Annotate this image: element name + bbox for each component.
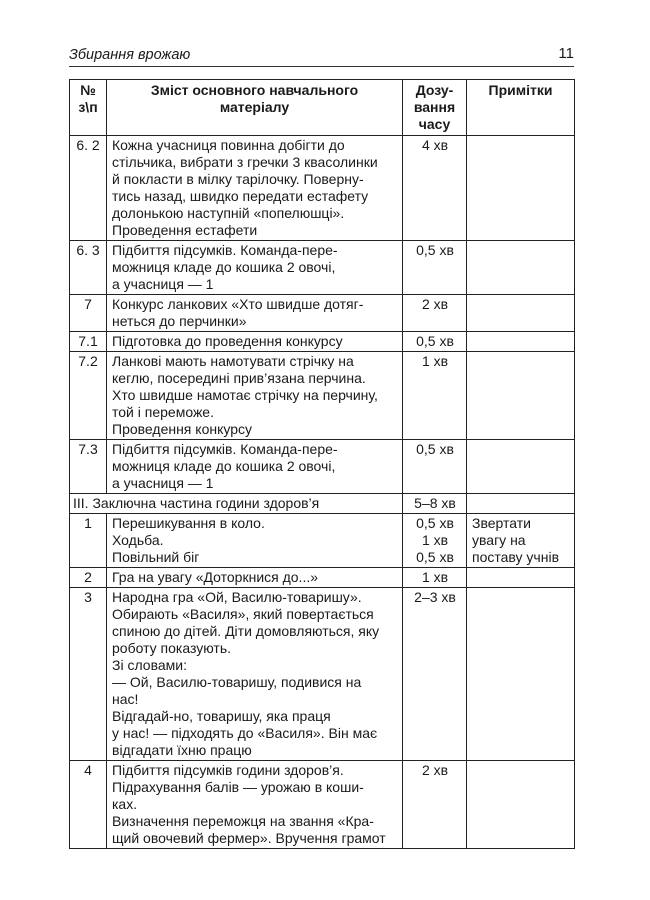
row-content: Гра на увагу «Доторкнися до...» — [107, 568, 403, 588]
row-time: 2 хв — [403, 295, 467, 332]
row-number: 7 — [70, 295, 107, 332]
section-time: 5–8 хв — [403, 494, 467, 514]
section-row — [70, 494, 575, 514]
row-notes — [467, 568, 575, 588]
row-content: Народна гра «Ой, Василю-товаришу». Обирають «Василя», який повертається спиною до дітей. Діти домовляються, яку роботу показують. Зі словами: — Ой, Василю-товаришу, подивися на нас! Відгадай-но, товаришу, яка праця у нас! — підходять до «Василя». Він має відгадати їхню працю — [107, 588, 403, 761]
row-content: Перешикування в коло. Ходьба. Повільний біг — [107, 514, 403, 568]
row-notes — [467, 761, 575, 849]
row-number: 4 — [70, 761, 107, 849]
row-notes — [467, 588, 575, 761]
row-content: Підбиття підсумків. Команда-пере- можниця кладе до кошика 2 овочі, а учасниця — 1 — [107, 440, 403, 494]
row-notes — [467, 332, 575, 352]
row-number: 2 — [70, 568, 107, 588]
row-time: 0,5 хв — [403, 440, 467, 494]
running-title: Збирання врожаю — [69, 47, 191, 63]
table-row — [70, 332, 575, 352]
row-time: 2–3 хв — [403, 588, 467, 761]
row-time: 0,5 хв — [403, 332, 467, 352]
row-number: 7.1 — [70, 332, 107, 352]
table-row — [70, 588, 575, 761]
table-row — [70, 136, 575, 241]
row-notes — [467, 241, 575, 295]
row-number: 1 — [70, 514, 107, 568]
lesson-plan-table — [69, 79, 575, 849]
row-number: 3 — [70, 588, 107, 761]
row-time: 1 хв — [403, 568, 467, 588]
row-time: 0,5 хв 1 хв 0,5 хв — [403, 514, 467, 568]
table-row — [70, 352, 575, 440]
row-notes — [467, 440, 575, 494]
column-header-number: № з\п — [70, 80, 107, 136]
row-number: 7.2 — [70, 352, 107, 440]
table-header-row — [70, 80, 575, 136]
table-row — [70, 568, 575, 588]
row-time: 1 хв — [403, 352, 467, 440]
table-row — [70, 514, 575, 568]
row-content: Конкурс ланкових «Хто швидше дотяг- неться до перчинки» — [107, 295, 403, 332]
row-notes — [467, 136, 575, 241]
row-notes — [467, 295, 575, 332]
column-header-time: Дозу- вання часу — [403, 80, 467, 136]
section-heading: ІІІ. Заключна частина години здоров’я — [70, 494, 403, 514]
row-time: 2 хв — [403, 761, 467, 849]
row-content: Ланкові мають намотувати стрічку на кеглю, посередині прив’язана перчина. Хто швидше намотає стрічку на перчину, той і переможе. Проведення конкурсу — [107, 352, 403, 440]
page-header — [69, 44, 574, 67]
table-row — [70, 440, 575, 494]
row-content: Підбиття підсумків години здоров’я. Підрахування балів — урожаю в коши- ках. Визначення переможця на звання «Кра- щий овочевий фермер». Вручення грамот — [107, 761, 403, 849]
column-header-notes: Примітки — [467, 80, 575, 136]
row-number: 6. 3 — [70, 241, 107, 295]
table-row — [70, 241, 575, 295]
page-number: 11 — [558, 45, 574, 62]
row-number: 7.3 — [70, 440, 107, 494]
table-row — [70, 295, 575, 332]
row-content: Підготовка до проведення конкурсу — [107, 332, 403, 352]
column-header-content: Зміст основного навчального матеріалу — [107, 80, 403, 136]
row-notes: Звертати увагу на поставу учнів — [467, 514, 575, 568]
row-content: Підбиття підсумків. Команда-пере- можниця кладе до кошика 2 овочі, а учасниця — 1 — [107, 241, 403, 295]
row-time: 4 хв — [403, 136, 467, 241]
section-notes — [467, 494, 575, 514]
row-content: Кожна учасниця повинна добігти до стільчика, вибрати з гречки 3 квасолинки й покласти в мілку тарілочку. Поверну- тись назад, швидко передати естафету долонькою наступній «попелюшці». Проведення естафети — [107, 136, 403, 241]
table-row — [70, 761, 575, 849]
row-number: 6. 2 — [70, 136, 107, 241]
row-time: 0,5 хв — [403, 241, 467, 295]
row-notes — [467, 352, 575, 440]
